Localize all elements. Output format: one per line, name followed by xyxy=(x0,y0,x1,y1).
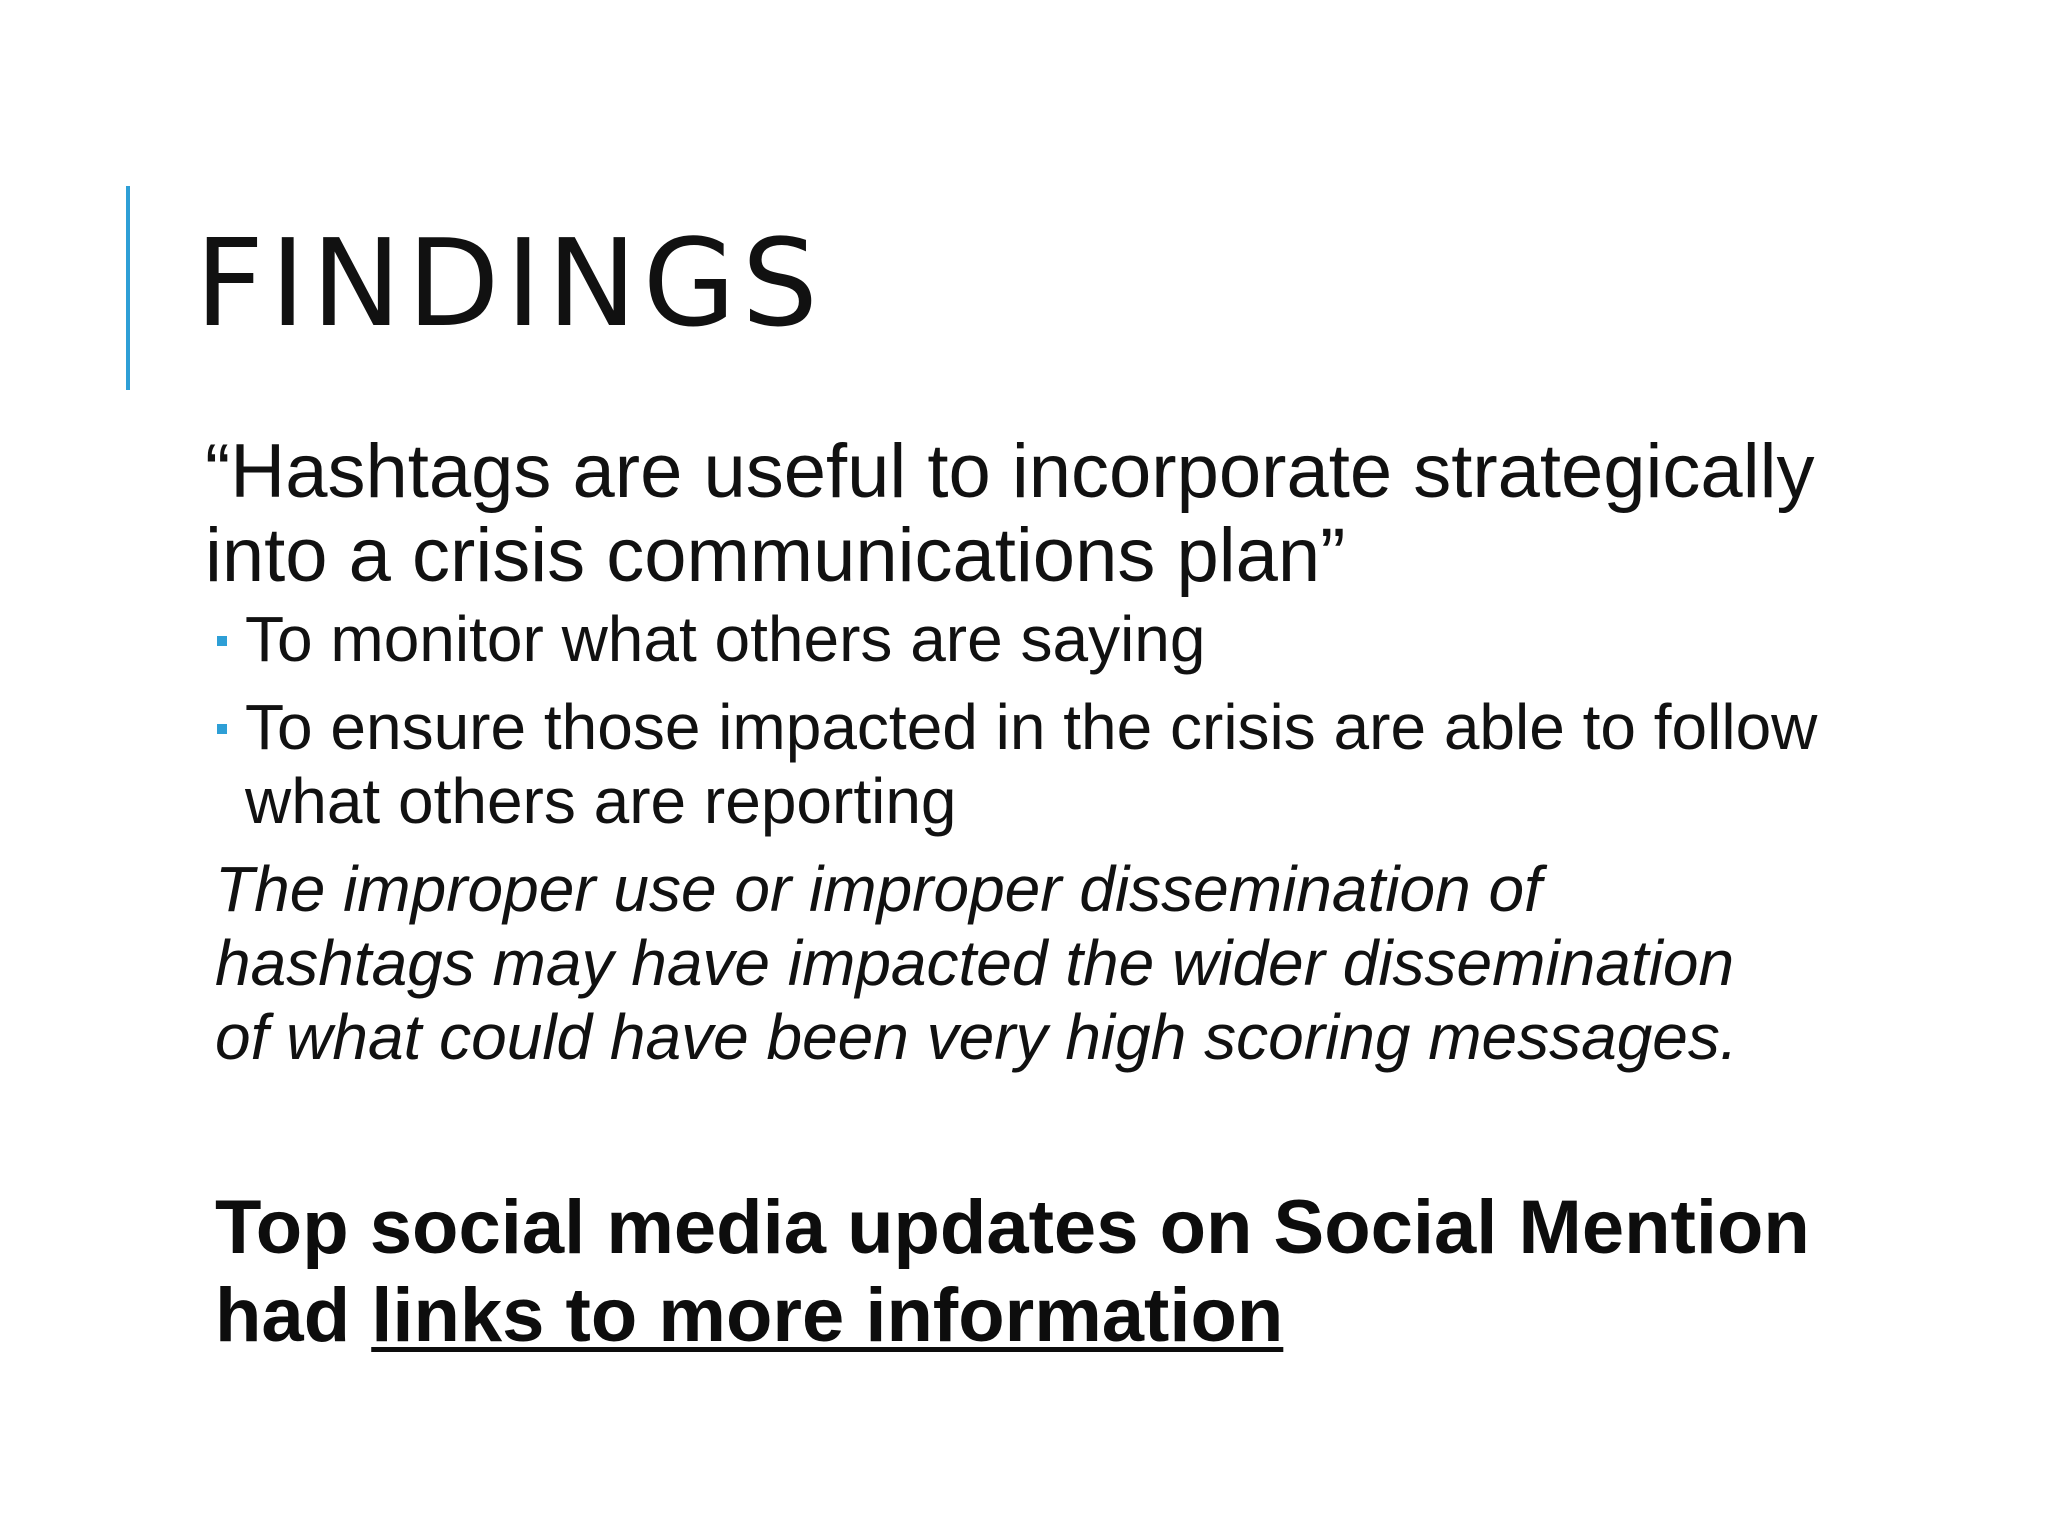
quote-text: “Hashtags are useful to incorporate strategically into a crisis communications plan” xyxy=(205,429,1815,598)
slide-body xyxy=(205,430,1845,1360)
bullet-list xyxy=(205,602,1845,838)
bullet-text: To monitor what others are saying xyxy=(245,603,1206,675)
title-accent-bar xyxy=(126,186,130,390)
bullet-item xyxy=(205,690,1845,838)
bullet-text: To ensure those impacted in the crisis are able to follow what others are reporting xyxy=(245,691,1818,837)
bold-note xyxy=(205,1184,1815,1360)
slide-title: FINDINGS xyxy=(195,215,824,354)
italic-note: The improper use or improper dissemination of hashtags may have impacted the wider dissemination of what could have been very high scoring messages. xyxy=(215,853,1738,1073)
bold-note-prefix: Top social media updates on Social Mention had xyxy=(215,1185,1810,1358)
bullet-item xyxy=(205,602,1845,676)
square-bullet-icon xyxy=(217,724,227,734)
square-bullet-icon xyxy=(217,636,227,646)
more-information-link[interactable]: links to more information xyxy=(371,1273,1284,1358)
